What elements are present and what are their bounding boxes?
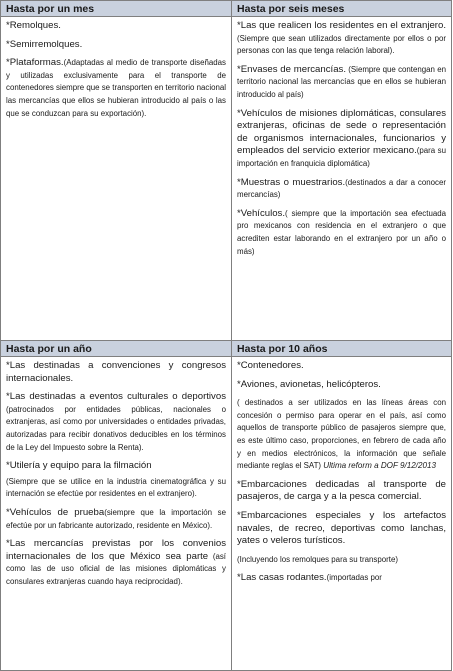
item-utileria-note: (Siempre que se utilice en la industria cinematográfica y su internación se efectúe por residentes en el extranjero). <box>6 476 226 499</box>
header-one-month: Hasta por un mes <box>1 1 232 17</box>
cell-one-year <box>1 357 232 671</box>
item-vehiculos-prueba: *Vehículos de prueba(siempre que la importación se efectúe por un fabricante autorizado, residente en México). <box>6 506 227 530</box>
cell-ten-years <box>232 357 452 671</box>
item-aviones-note: ( destinados a ser utilizados en las líneas áreas con concesión o permiso para operar en el país, así como aquellos de transporte público de pasajeros siempre que, es este último caso, proporciones, en febrero de cada año y en medios electrónicos, la información que señale mediante reglas el SAT) Ultima reform a DOF 9/12/2013 <box>237 398 446 471</box>
item-convenios-internacionales: *Las mercancías previstas por los convenios internacionales de los que México sea parte (así como las de uso oficial de las misiones diplomáticas y consulares extranjeras cuando haya reciprocidad). <box>6 538 226 586</box>
item-eventos-culturales: *Las destinadas a eventos culturales o deportivos (patrocinados por entidades públicas, nacionales o extranjeras, así como por universidades o entidades privadas, autorizadas para recibir donativos deducibles en los términos de la Ley del Impuesto sobre la Renta). <box>6 391 226 452</box>
cell-six-months <box>232 17 452 341</box>
item-residentes-extranjero: *Las que realicen los residentes en el extranjero.(Siempre que sean utilizados directamente por ellos o por personas con las que tenga relación laboral). <box>237 20 446 56</box>
item-remolques-note: (Incluyendo los remolques para su transporte) <box>237 554 398 564</box>
cell-one-month <box>1 17 232 341</box>
item-vehiculos: *Vehículos.( siempre que la importación sea efectuada pro mexicanos con residencia en el extranjero o que acrediten estar laborando en el extranjero por un año o más) <box>237 207 446 256</box>
header-one-year: Hasta por un año <box>1 341 232 357</box>
item-semirremolques: *Semirremolques. <box>6 38 83 50</box>
item-aviones: *Aviones, avionetas, helicópteros. <box>237 378 381 390</box>
item-envases: *Envases de mercancías. (Siempre que contengan en territorio nacional las mercancías que en ellos se hubieran introducido al país) <box>237 63 446 99</box>
item-muestras: *Muestras o muestrarios.(destinados a dar a conocer mercancías) <box>237 176 446 200</box>
item-vehiculos-misiones: *Vehículos de misiones diplomáticas, consulares extranjeras, oficinas de sede o representación de organismos internacionales, funcionarios y empleados del servicio exterior mexicano.(para su importación en franquicia diplomática) <box>237 107 446 168</box>
header-ten-years: Hasta por 10 años <box>232 341 452 357</box>
item-convenciones: *Las destinadas a convenciones y congresos internacionales. <box>6 360 226 384</box>
item-embarcaciones-especiales: *Embarcaciones especiales y los artefactos navales, de recreo, deportivas como lanchas, yates o veleros turísticos. <box>237 509 446 547</box>
item-casas-rodantes: *Las casas rodantes.(importadas por <box>237 572 382 584</box>
amendment-reference: Ultima reform a DOF 9/12/2013 <box>323 461 437 471</box>
item-contenedores: *Contenedores. <box>237 360 304 371</box>
item-utileria-filmacion: *Utilería y equipo para la filmación <box>6 460 152 472</box>
header-six-months: Hasta por seis meses <box>232 1 452 17</box>
item-embarcaciones-transporte: *Embarcaciones dedicadas al transporte de pasajeros, de carga y a la pesca comercial. <box>237 478 446 503</box>
item-remolques: *Remolques. <box>6 20 61 31</box>
item-plataformas: *Plataformas.(Adaptadas al medio de transporte diseñadas y utilizadas exclusivamente para el transporte de contenedores siempre que se transporten en territorio nacional las mercancías que ellos se hubieran introducido al país o las que se conduzcan para su exportación). <box>6 57 226 118</box>
